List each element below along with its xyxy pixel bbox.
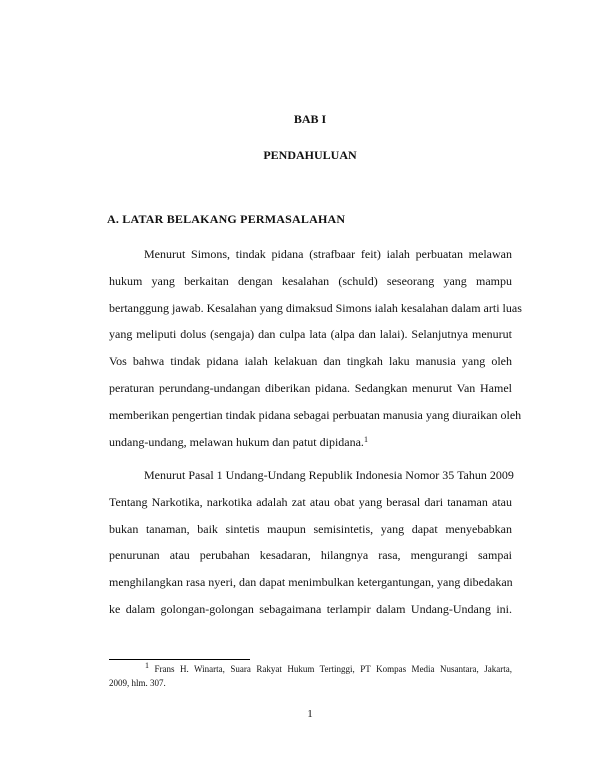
- page-number: 1: [307, 708, 313, 720]
- paragraph-line: Vos bahwa tindak pidana ialah kelakuan dan tingkah laku manusia yang oleh: [109, 354, 512, 369]
- footnote-separator: [109, 659, 250, 660]
- chapter-number: BAB I: [293, 112, 327, 126]
- paragraph-line: hukum yang berkaitan dengan kesalahan (schuld) seseorang yang mampu: [109, 273, 512, 288]
- footnote: [109, 662, 512, 690]
- footnote-line: [109, 662, 512, 676]
- footnote-reference[interactable]: 1: [363, 434, 368, 444]
- paragraph-line: yang meliputi dolus (sengaja) dan culpa lata (alpa dan lalai). Selanjutnya menurut: [109, 327, 512, 342]
- paragraph-line: menghilangkan rasa nyeri, dan dapat menimbulkan ketergantungan, yang dibedakan: [109, 575, 513, 590]
- footnote-line: 2009, hlm. 307.: [109, 678, 166, 688]
- paragraph-line: Menurut Simons, tindak pidana (strafbaar feit) ialah perbuatan melawan: [144, 247, 512, 261]
- paragraph-line: ke dalam golongan-golongan sebagaimana terlampir dalam Undang-Undang ini.: [109, 601, 512, 616]
- footnote-marker: 1: [145, 661, 149, 670]
- paragraph-line: Menurut Pasal 1 Undang-Undang Republik Indonesia Nomor 35 Tahun 2009: [144, 468, 514, 482]
- paragraph-line-text: undang-undang, melawan hukum dan patut dipidana.: [109, 434, 364, 449]
- paragraph-line: bukan tanaman, baik sintetis maupun semisintetis, yang dapat menyebabkan: [109, 521, 512, 536]
- paragraph-2: [109, 462, 512, 623]
- paragraph-1: [109, 241, 522, 455]
- paragraph-line: memberikan pengertian tindak pidana sebagai perbuatan manusia yang diuraikan oleh: [109, 407, 522, 422]
- paragraph-line: penurunan atau perubahan kesadaran, hilangnya rasa, mengurangi sampai: [109, 548, 512, 563]
- paragraph-line: peraturan perundang-undangan diberikan pidana. Sedangkan menurut Van Hamel: [109, 380, 512, 395]
- paragraph-line: Tentang Narkotika, narkotika adalah zat atau obat yang berasal dari tanaman atau: [109, 494, 512, 509]
- chapter-title: PENDAHULUAN: [263, 148, 357, 162]
- paragraph-line-last: [109, 429, 512, 456]
- footnote-text: Frans H. Winarta, Suara Rakyat Hukum Tertinggi, PT Kompas Media Nusantara, Jakarta,: [154, 664, 512, 674]
- section-heading: A. LATAR BELAKANG PERMASALAHAN: [107, 212, 346, 226]
- paragraph-line: bertanggung jawab. Kesalahan yang dimaksud Simons ialah kesalahan dalam arti luas: [109, 300, 522, 315]
